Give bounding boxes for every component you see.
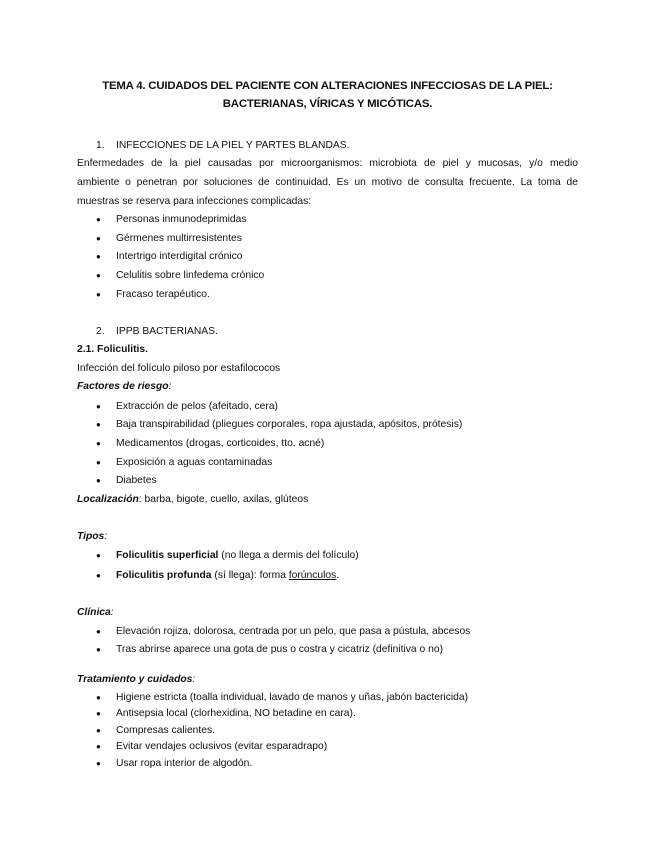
risk-factors-label-line bbox=[77, 380, 171, 393]
bullet-icon bbox=[96, 269, 104, 282]
clinic-label-line bbox=[77, 606, 114, 619]
bullet-icon bbox=[96, 232, 104, 245]
location-label: Localización bbox=[77, 494, 139, 505]
section-1-number: 1. bbox=[96, 140, 105, 151]
bullet-icon bbox=[96, 474, 104, 487]
definition-text: Infección del folículo piloso por estafilococos bbox=[77, 363, 281, 374]
bullet-icon bbox=[96, 691, 104, 704]
list-item: Exposición a aguas contaminadas bbox=[116, 457, 273, 468]
list-item: Gérmenes multirresistentes bbox=[116, 233, 242, 244]
type-name: Foliculitis profunda bbox=[116, 570, 212, 581]
bullet-icon bbox=[96, 643, 104, 656]
title-line-2: BACTERIANAS, VÍRICAS Y MICÓTICAS. bbox=[222, 98, 433, 110]
bullet-icon bbox=[96, 724, 104, 737]
bullet-icon bbox=[96, 740, 104, 753]
section-1-paragraph-line-3: muestras se reserva para infecciones complicadas: bbox=[77, 196, 312, 207]
list-item: Usar ropa interior de algodón. bbox=[116, 758, 253, 769]
types-label: Tipos bbox=[77, 531, 105, 542]
type-name: Foliculitis superficial bbox=[116, 550, 219, 561]
list-item bbox=[116, 549, 359, 562]
treatment-label: Tratamiento y cuidados bbox=[77, 674, 193, 685]
list-item: Fracaso terapéutico. bbox=[116, 289, 210, 300]
list-item: Diabetes bbox=[116, 475, 157, 486]
list-item: Extracción de pelos (afeitado, cera) bbox=[116, 401, 278, 412]
list-item: Antisepsia local (clorhexidina, NO betadine en cara). bbox=[116, 708, 356, 719]
bullet-icon bbox=[96, 213, 104, 226]
subsection-heading: 2.1. Foliculitis. bbox=[77, 344, 148, 355]
label-colon: : bbox=[110, 607, 114, 618]
type-description: (sí llega): forma bbox=[211, 570, 289, 581]
label-colon: : bbox=[104, 531, 108, 542]
clinic-label: Clínica bbox=[77, 607, 111, 618]
list-item: Tras abrirse aparece una gota de pus o costra y cicatriz (definitiva o no) bbox=[116, 644, 443, 655]
section-2-heading: IPPB BACTERIANAS. bbox=[116, 326, 218, 337]
bullet-icon bbox=[96, 250, 104, 263]
section-2-number: 2. bbox=[96, 326, 105, 337]
treatment-label-line bbox=[77, 673, 195, 686]
section-1-paragraph-line-1: Enfermedades de la piel causadas por microorganismos: microbiota de piel y mucosas, y/o medio bbox=[77, 158, 578, 169]
bullet-icon bbox=[96, 456, 104, 469]
types-label-line bbox=[77, 530, 107, 543]
bullet-icon bbox=[96, 400, 104, 413]
list-item: Higiene estricta (toalla individual, lavado de manos y uñas, jabón bactericida) bbox=[116, 692, 469, 703]
label-colon: : bbox=[192, 674, 196, 685]
bullet-icon bbox=[96, 288, 104, 301]
bullet-icon bbox=[96, 437, 104, 450]
list-item: Baja transpirabilidad (pliegues corporales, ropa ajustada, apósitos, prótesis) bbox=[116, 419, 463, 430]
type-description-end: . bbox=[336, 570, 340, 581]
bullet-icon bbox=[96, 549, 104, 562]
risk-factors-label: Factores de riesgo bbox=[77, 381, 169, 392]
bullet-icon bbox=[96, 569, 104, 582]
label-colon: : bbox=[168, 381, 172, 392]
bullet-icon bbox=[96, 757, 104, 770]
location-line bbox=[77, 493, 308, 506]
location-text: : barba, bigote, cuello, axilas, glúteos bbox=[138, 494, 309, 505]
bullet-icon bbox=[96, 625, 104, 638]
title-line-1: TEMA 4. CUIDADOS DEL PACIENTE CON ALTERACIONES INFECCIOSAS DE LA PIEL: bbox=[102, 80, 553, 92]
underlined-term: forúnculos bbox=[288, 570, 337, 581]
list-item: Evitar vendajes oclusivos (evitar esparadrapo) bbox=[116, 741, 328, 752]
list-item: Medicamentos (drogas, corticoides, tto. acné) bbox=[116, 438, 325, 449]
list-item: Elevación rojiza, dolorosa, centrada por un pelo, que pasa a pústula, abcesos bbox=[116, 626, 471, 637]
list-item: Celulitis sobre linfedema crónico bbox=[116, 270, 265, 281]
bullet-icon bbox=[96, 707, 104, 720]
list-item: Compresas calientes. bbox=[116, 725, 216, 736]
section-1-paragraph-line-2: ambiente o penetran por soluciones de continuidad. Es un motivo de consulta frecuente. La toma de bbox=[77, 177, 578, 188]
list-item: Personas inmunodeprimidas bbox=[116, 214, 247, 225]
list-item: Intertrigo interdigital crónico bbox=[116, 251, 243, 262]
section-1-heading: INFECCIONES DE LA PIEL Y PARTES BLANDAS. bbox=[116, 140, 350, 151]
type-description: (no llega a dermis del folículo) bbox=[218, 550, 359, 561]
list-item bbox=[116, 569, 339, 582]
bullet-icon bbox=[96, 418, 104, 431]
